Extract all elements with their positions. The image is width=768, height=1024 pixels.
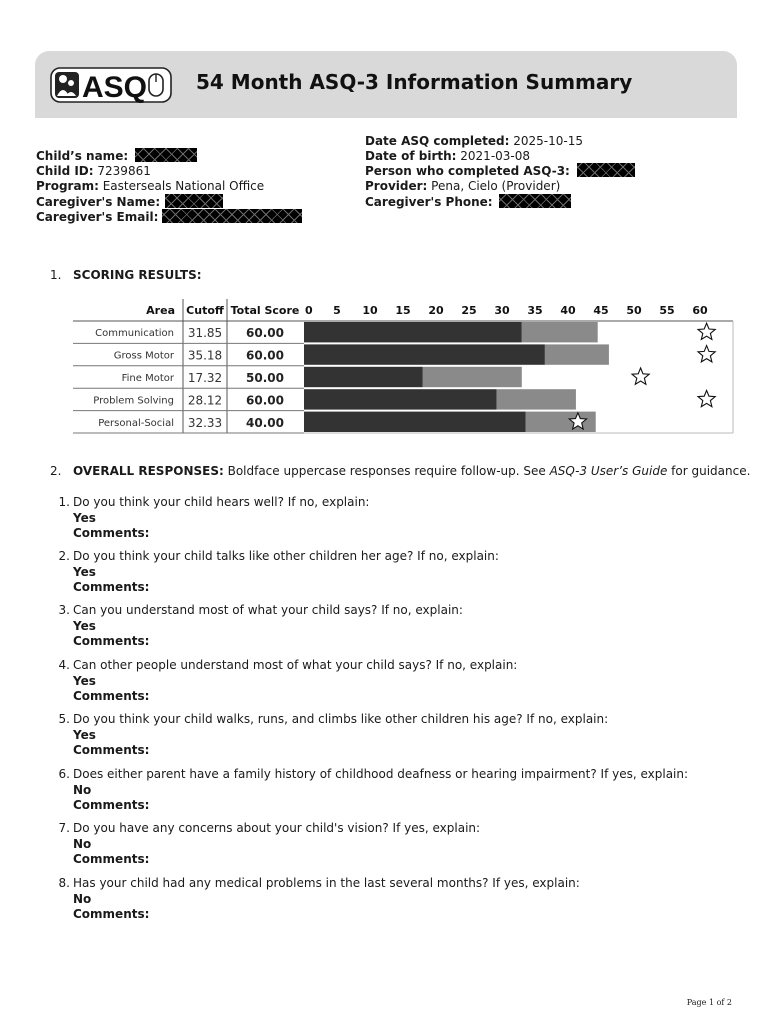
axis-tick-label: 55 <box>659 304 675 317</box>
question-comments-label: Comments: <box>73 798 150 812</box>
caregiver-email-field <box>36 209 302 225</box>
page-number: Page 1 of 2 <box>686 998 732 1007</box>
bar-monitoring-zone <box>545 344 609 364</box>
bar-below-cutoff <box>304 412 526 432</box>
question-comments-label: Comments: <box>73 526 150 540</box>
axis-tick-label: 25 <box>461 304 477 317</box>
question-text: Do you have any concerns about your child's vision? If yes, explain: <box>73 821 481 835</box>
axis-tick-label: 30 <box>494 304 510 317</box>
question-answer: Yes <box>73 673 96 688</box>
area-label: Fine Motor <box>121 373 174 384</box>
section-scoring-heading <box>50 268 202 282</box>
bar-below-cutoff <box>304 367 423 387</box>
program-value: Easterseals National Office <box>102 179 265 193</box>
question-comments-label: Comments: <box>73 743 150 757</box>
area-label: Communication <box>95 328 174 340</box>
question-comments-label: Comments: <box>73 852 150 866</box>
child-name-redacted <box>135 148 197 162</box>
question-number: 4. <box>58 658 70 672</box>
bar-monitoring-zone <box>522 322 598 342</box>
page-title: 54 Month ASQ-3 Information Summary <box>196 70 633 94</box>
section-scoring-number: 1. <box>50 268 62 282</box>
chart-bars <box>304 322 715 432</box>
date-of-birth-value: 2021-03-08 <box>460 149 531 163</box>
column-header-cutoff: Cutoff <box>186 304 224 317</box>
caregiver-phone-label: Caregiver's Phone: <box>365 195 493 209</box>
question-answer: Yes <box>73 727 96 742</box>
question-number: 1. <box>58 495 70 509</box>
question-number: 5. <box>58 712 70 726</box>
section-responses-number: 2. <box>50 464 62 478</box>
axis-tick-label: 35 <box>527 304 543 317</box>
question-comments-label: Comments: <box>73 689 150 703</box>
total-score-value: 40.00 <box>246 415 284 430</box>
question-answer: Yes <box>73 564 96 579</box>
date-of-birth-field <box>365 148 530 164</box>
axis-tick-label: 0 <box>305 304 313 317</box>
program-label: Program: <box>36 179 99 193</box>
cutoff-value: 17.32 <box>187 371 223 385</box>
total-score-value: 60.00 <box>246 393 284 408</box>
score-star-icon <box>698 346 715 362</box>
axis-tick-label: 15 <box>395 304 411 317</box>
axis-tick-label: 5 <box>333 304 341 317</box>
question-comments-label: Comments: <box>73 634 150 648</box>
caregiver-phone-field <box>365 194 571 210</box>
header-band <box>35 51 737 118</box>
bar-monitoring-zone <box>497 389 576 409</box>
asq-logo <box>49 64 175 106</box>
question-answer: No <box>73 891 92 906</box>
cutoff-value: 28.12 <box>187 393 223 408</box>
bar-below-cutoff <box>304 389 497 409</box>
column-header-area: Area <box>146 304 175 317</box>
logo-text: ASQ <box>82 71 148 104</box>
section-responses-text-b: for guidance. <box>667 464 751 478</box>
question-number: 2. <box>58 549 70 563</box>
question-answer: No <box>73 782 92 797</box>
total-score-value: 60.00 <box>246 348 284 363</box>
score-star-icon <box>698 323 715 339</box>
date-completed-value: 2025-10-15 <box>513 134 583 148</box>
score-star-icon <box>632 368 649 384</box>
axis-tick-label: 60 <box>692 304 708 317</box>
users-guide-title: ASQ-3 User’s Guide <box>549 464 668 478</box>
total-score-value: 50.00 <box>246 371 284 385</box>
question-answer: Yes <box>73 618 96 633</box>
question-text: Do you think your child walks, runs, and climbs like other children his age? If no, explain: <box>73 712 609 726</box>
area-label: Personal-Social <box>98 417 174 429</box>
date-completed-label: Date ASQ completed: <box>365 134 510 148</box>
axis-tick-label: 45 <box>593 304 609 317</box>
axis-tick-label: 10 <box>362 304 378 317</box>
program-field <box>36 178 264 194</box>
section-responses-heading <box>50 464 750 478</box>
question-text: Can other people understand most of what your child says? If no, explain: <box>73 658 518 672</box>
caregiver-phone-redacted <box>499 194 571 208</box>
axis-tick-label: 50 <box>626 304 642 317</box>
caregiver-email-redacted <box>162 209 302 223</box>
child-id-label: Child ID: <box>36 164 94 178</box>
bar-monitoring-zone <box>526 412 596 432</box>
caregiver-name-redacted <box>165 194 223 208</box>
question-number: 8. <box>58 876 70 890</box>
question-text: Do you think your child hears well? If no, explain: <box>73 495 370 509</box>
section-scoring-title: SCORING RESULTS: <box>73 268 202 282</box>
area-label: Problem Solving <box>93 395 174 407</box>
bar-below-cutoff <box>304 344 545 364</box>
score-star-icon <box>698 390 715 406</box>
area-label: Gross Motor <box>113 350 174 362</box>
total-score-value: 60.00 <box>246 326 284 341</box>
cutoff-value: 35.18 <box>187 348 223 363</box>
question-text: Has your child had any medical problems in the last several months? If yes, explain: <box>73 876 580 890</box>
date-of-birth-label: Date of birth: <box>365 149 457 163</box>
caregiver-name-field <box>36 194 223 210</box>
provider-field <box>365 178 560 194</box>
question-text: Do you think your child talks like other children her age? If no, explain: <box>73 549 499 563</box>
column-header-total-score: Total Score <box>230 304 300 317</box>
completed-by-field <box>365 163 635 179</box>
question-answer: Yes <box>73 510 96 525</box>
child-id-field <box>36 163 151 179</box>
caregiver-email-label: Caregiver's Email: <box>36 210 159 224</box>
cutoff-value: 32.33 <box>187 415 223 430</box>
section-responses-text-a: Boldface uppercase responses require follow-up. See <box>223 464 550 478</box>
question-number: 7. <box>58 821 70 835</box>
section-responses-title: OVERALL RESPONSES: <box>73 464 224 478</box>
date-completed-field <box>365 133 583 149</box>
axis-tick-label: 20 <box>428 304 444 317</box>
question-comments-label: Comments: <box>73 907 150 921</box>
completed-by-redacted <box>577 163 635 177</box>
provider-label: Provider: <box>365 179 428 193</box>
child-name-field <box>36 148 197 164</box>
completed-by-label: Person who completed ASQ-3: <box>365 164 570 178</box>
question-comments-label: Comments: <box>73 580 150 594</box>
question-number: 6. <box>58 767 70 781</box>
caregiver-name-label: Caregiver's Name: <box>36 195 161 209</box>
question-text: Can you understand most of what your child says? If no, explain: <box>73 603 463 617</box>
question-number: 3. <box>58 603 70 617</box>
provider-value: Pena, Cielo (Provider) <box>431 179 561 193</box>
child-id-value: 7239861 <box>97 164 151 178</box>
cutoff-value: 31.85 <box>187 326 223 341</box>
question-answer: No <box>73 836 92 851</box>
child-name-label: Child’s name: <box>36 149 129 163</box>
axis-tick-label: 40 <box>560 304 576 317</box>
question-text: Does either parent have a family history of childhood deafness or hearing impairment? If yes, explain: <box>73 767 689 781</box>
bar-below-cutoff <box>304 322 522 342</box>
bar-monitoring-zone <box>423 367 522 387</box>
